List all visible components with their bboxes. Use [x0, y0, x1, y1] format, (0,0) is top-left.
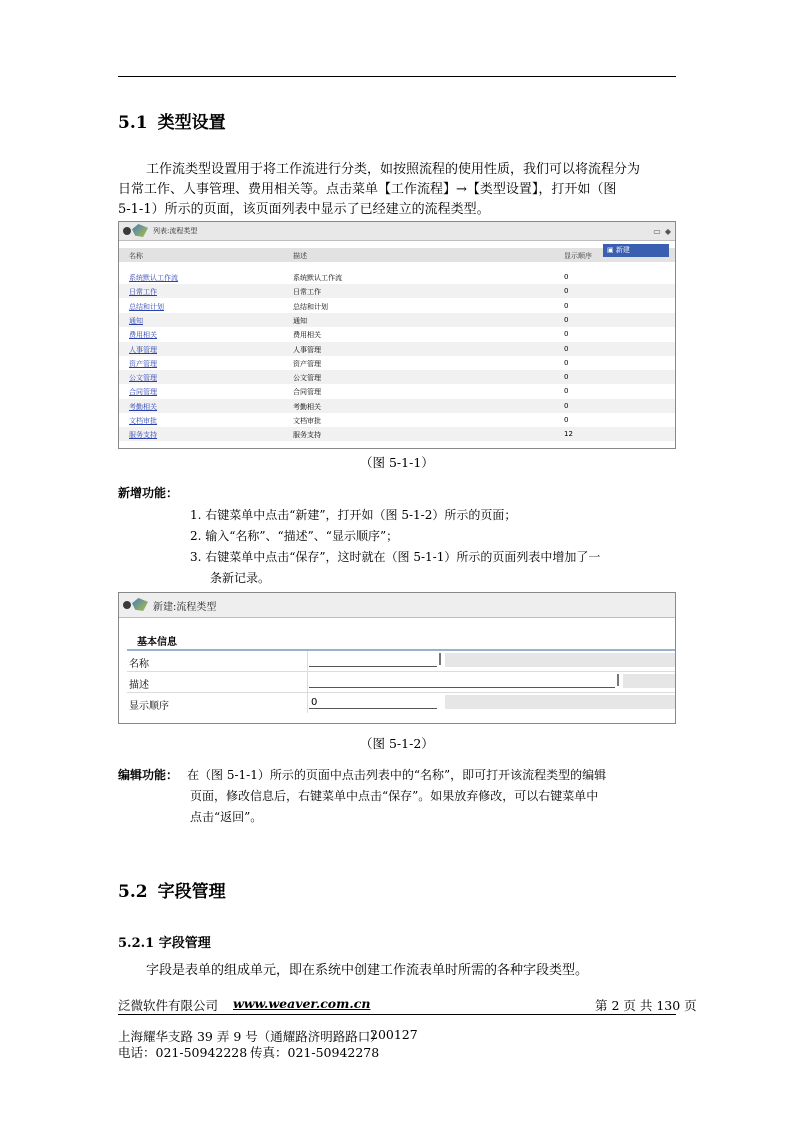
- row-order: 0: [564, 416, 569, 424]
- row-order: 0: [564, 344, 569, 353]
- row-name-link[interactable]: 通知: [129, 316, 143, 325]
- col-name-header: 名称: [129, 252, 143, 260]
- row-name-link[interactable]: 总结和计划: [129, 302, 164, 311]
- caption-5-1-1: （图 5-1-1）: [360, 455, 434, 470]
- footer-postcode: 200127: [370, 1027, 418, 1042]
- table-row: [119, 399, 675, 413]
- intro-line: 日常工作、人事管理、费用相关等。点击菜单【工作流程】→【类型设置】，打开如（图: [118, 182, 617, 197]
- list-window-title: 列表:流程类型: [153, 227, 198, 235]
- required-mark-icon: [439, 653, 441, 665]
- row-order: 12: [564, 430, 573, 439]
- edit-line-1: 在（图 5-1-1）所示的页面中点击列表中的“名称”，即可打开该流程类型的编辑: [187, 768, 607, 782]
- footer-rule: [118, 1014, 676, 1015]
- table-row: [119, 370, 675, 384]
- new-feature-label: 新增功能：: [118, 486, 179, 500]
- row-name-link[interactable]: 文档审批: [129, 417, 157, 425]
- row-description: 考勤相关: [293, 402, 321, 411]
- header-rule: [118, 76, 676, 77]
- form-row-desc: [127, 672, 675, 693]
- row-name-link[interactable]: 资产管理: [129, 359, 157, 368]
- section-heading-5-2-1: 5.2.1 字段管理: [118, 936, 211, 951]
- name-field[interactable]: [309, 653, 437, 667]
- paragraph-5-2-1: 字段是表单的组成单元，即在系统中创建工作流表单时所需的各种字段类型。: [146, 963, 589, 978]
- footer-fax: 传真：021-50942278: [250, 1045, 380, 1060]
- row-description: 日常工作: [293, 288, 321, 297]
- row-order: 0: [564, 301, 569, 310]
- new-step-2: 2. 输入“名称”、“描述”、“显示顺序”；: [190, 529, 399, 543]
- row-order: 0: [564, 358, 569, 367]
- footer-phone: 电话：021-50942228: [118, 1045, 248, 1060]
- row-name-link[interactable]: 合同管理: [129, 388, 157, 397]
- row-name-link[interactable]: 费用相关: [129, 331, 157, 340]
- row-order: 0: [564, 330, 569, 339]
- form-window-titlebar: [119, 593, 675, 618]
- row-order: 0: [564, 373, 569, 382]
- new-button[interactable]: ▣ 新建: [603, 244, 669, 257]
- section-heading-5-1: 5.1 类型设置: [118, 113, 226, 133]
- row-description: 总结和计划: [293, 302, 328, 311]
- footer-company: 泛微软件有限公司: [118, 998, 219, 1013]
- table-row: [119, 284, 675, 298]
- new-step-1: 1. 右键菜单中点击“新建”，打开如（图 5-1-2）所示的页面；: [190, 508, 517, 522]
- desc-label: 描述: [129, 680, 149, 691]
- new-step-3-cont: 条新记录。: [210, 571, 271, 585]
- list-table-header: [119, 248, 675, 262]
- table-row: [119, 413, 675, 427]
- desc-field[interactable]: [309, 674, 615, 688]
- footer-website[interactable]: www.weaver.com.cn: [233, 996, 371, 1011]
- row-name-link[interactable]: 考勤相关: [129, 402, 157, 411]
- row-description: 文档审批: [293, 417, 321, 425]
- table-row: [119, 327, 675, 341]
- row-name-link[interactable]: 服务支持: [129, 431, 157, 440]
- row-description: 资产管理: [293, 359, 321, 368]
- footer-address: 上海耀华支路 39 弄 9 号（通耀路济明路路口）: [118, 1029, 383, 1044]
- intro-line: 工作流类型设置用于将工作流进行分类，如按照流程的使用性质，我们可以将流程分为: [146, 162, 641, 177]
- row-description: 系统默认工作流: [293, 274, 342, 282]
- col-order-header: 显示顺序: [564, 252, 592, 260]
- list-screenshot: [118, 221, 676, 449]
- table-row: [119, 270, 675, 284]
- new-step-3: 3. 右键菜单中点击“保存”，这时就在（图 5-1-1）所示的页面列表中增加了一: [190, 550, 601, 564]
- footer-page-info: 第 2 页 共 130 页: [595, 998, 697, 1013]
- table-row: [119, 299, 675, 313]
- form-section-title: 基本信息: [137, 637, 177, 648]
- name-label: 名称: [129, 659, 149, 670]
- edit-line-3: 点击“返回”。: [190, 810, 263, 824]
- row-name-link[interactable]: 系统默认工作流: [129, 274, 178, 282]
- table-row: [119, 356, 675, 370]
- folder-icon[interactable]: ▭: [653, 226, 661, 236]
- edit-line-2: 页面，修改信息后，右键菜单中点击“保存”。如果放弃修改，可以右键菜单中: [190, 789, 599, 803]
- row-name-link[interactable]: 日常工作: [129, 288, 157, 297]
- table-row: [119, 427, 675, 441]
- row-order: 0: [564, 287, 569, 296]
- weaver-logo-icon: [123, 224, 149, 238]
- list-window-titlebar: [119, 222, 675, 241]
- row-description: 服务支持: [293, 431, 321, 440]
- edit-feature-label: 编辑功能：: [118, 768, 179, 782]
- form-window-title: 新建:流程类型: [153, 601, 217, 613]
- intro-line: 5-1-1）所示的页面，该页面列表中显示了已经建立的流程类型。: [118, 202, 490, 217]
- form-row-name: [127, 651, 675, 672]
- row-description: 通知: [293, 316, 307, 325]
- required-mark-icon: [617, 674, 619, 686]
- table-row: [119, 342, 675, 356]
- print-icon[interactable]: ◆: [664, 226, 671, 236]
- order-label: 显示顺序: [129, 701, 169, 712]
- form-row-order: [127, 693, 675, 713]
- row-order: 0: [564, 273, 569, 281]
- row-description: 公文管理: [293, 374, 321, 383]
- row-description: 合同管理: [293, 388, 321, 397]
- col-desc-header: 描述: [293, 252, 307, 260]
- row-order: 0: [564, 387, 569, 396]
- form-screenshot: [118, 592, 676, 724]
- caption-5-1-2: （图 5-1-2）: [360, 736, 434, 751]
- order-field[interactable]: 0: [309, 695, 437, 709]
- new-icon: ▣: [607, 246, 616, 254]
- table-row: [119, 384, 675, 398]
- section-heading-5-2: 5.2 字段管理: [118, 882, 226, 902]
- intro-paragraph: [118, 160, 678, 220]
- weaver-logo-icon: [123, 598, 149, 612]
- row-description: 人事管理: [293, 345, 321, 354]
- row-name-link[interactable]: 公文管理: [129, 374, 157, 383]
- row-description: 费用相关: [293, 331, 321, 340]
- table-row: [119, 313, 675, 327]
- row-order: 0: [564, 401, 569, 410]
- row-name-link[interactable]: 人事管理: [129, 345, 157, 354]
- row-order: 0: [564, 315, 569, 324]
